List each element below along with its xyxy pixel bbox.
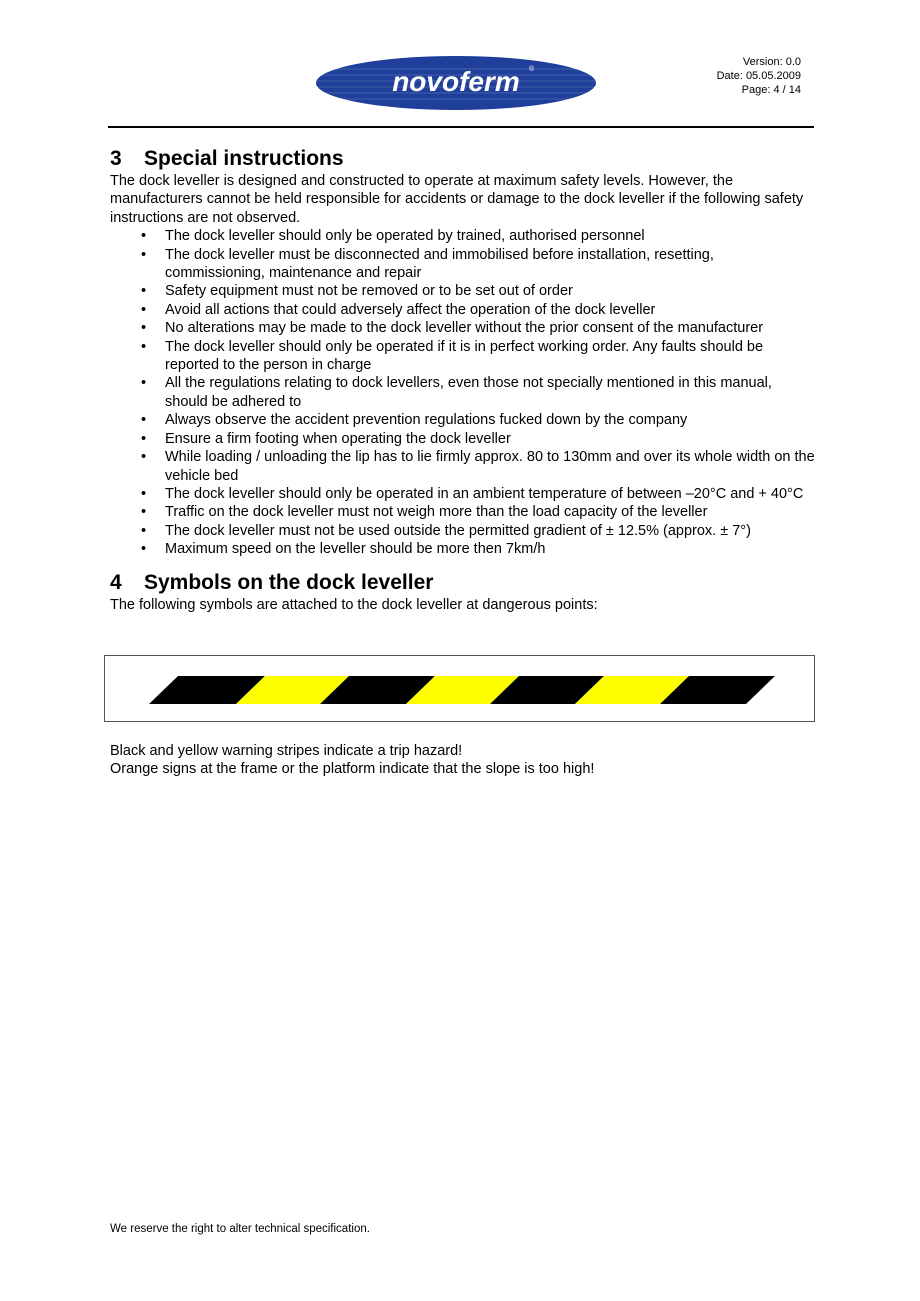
list-item: • While loading / unloading the lip has to lie firmly approx. 80 to 130mm and over its whole width on the vehicle bed xyxy=(141,449,815,484)
list-item: • Avoid all actions that could adversely affect the operation of the dock leveller xyxy=(141,301,656,318)
date-label: Date: 05.05.2009 xyxy=(716,70,801,82)
list-item: • All the regulations relating to dock levellers, even those not specially mentioned in this manual, should be adhered to xyxy=(141,375,772,410)
list-item: • Ensure a firm footing when operating the dock leveller xyxy=(141,430,511,447)
list-item: • The dock leveller should only be operated in an ambient temperature of between –20°C and + 40°C xyxy=(141,485,804,502)
page-label: Page: 4 / 14 xyxy=(741,84,801,96)
list-item: • Maximum speed on the leveller should be more then 7km/h xyxy=(141,541,546,558)
list-item: • Traffic on the dock leveller must not weigh more than the load capacity of the leveller xyxy=(141,504,708,521)
section-3-title: Special instructions xyxy=(144,147,344,170)
list-item: • The dock leveller should only be operated if it is in perfect working order. Any faults should be reported to the person in charge xyxy=(141,338,764,374)
list-item: • The dock leveller must not be used outside the permitted gradient of ± 12.5% (approx. ± 7°) xyxy=(141,522,751,539)
document-meta xyxy=(717,55,801,97)
section-4-intro: The following symbols are attached to the dock leveller at dangerous points: xyxy=(110,596,598,613)
section-4-title: Symbols on the dock leveller xyxy=(144,570,434,594)
list-item: • The dock leveller must be disconnected and immobilised before installation, resetting, commissioning, maintenance and repair xyxy=(141,246,714,282)
header-divider xyxy=(108,126,814,128)
section-3-number: 3 xyxy=(110,147,122,170)
version-label: Version: 0.0 xyxy=(742,56,801,68)
page-footer: We reserve the right to alter technical specification. xyxy=(110,1223,370,1235)
page-content xyxy=(110,146,815,614)
warning-stripe-frame xyxy=(104,655,815,722)
section-4-heading xyxy=(110,570,815,596)
list-item: • Safety equipment must not be removed or to be set out of order xyxy=(141,283,573,300)
stripe-note: Black and yellow warning stripes indicate a trip hazard! xyxy=(110,743,463,759)
symbol-notes xyxy=(110,742,815,779)
novoferm-logo xyxy=(315,55,597,111)
section-4-number: 4 xyxy=(110,570,122,594)
list-item: • Always observe the accident prevention regulations fucked down by the company xyxy=(141,412,688,429)
logo-graphic xyxy=(315,55,597,111)
safety-instructions-list xyxy=(110,227,815,558)
warning-stripe-icon xyxy=(149,676,775,706)
list-item: • No alterations may be made to the dock leveller without the prior consent of the manufacturer xyxy=(141,320,764,337)
section-3-heading xyxy=(110,146,815,172)
logo-brand-text: novoferm xyxy=(392,66,520,97)
section-3-intro: The dock leveller is designed and constructed to operate at maximum safety levels. However, the manufacturers cannot be held responsible for accidents or damage to the dock leveller if the following safety instructions are not observed. xyxy=(110,173,804,226)
orange-sign-note: Orange signs at the frame or the platform indicate that the slope is too high! xyxy=(110,761,595,778)
svg-text:®: ® xyxy=(529,66,535,73)
list-item: • The dock leveller should only be operated by trained, authorised personnel xyxy=(141,228,645,245)
